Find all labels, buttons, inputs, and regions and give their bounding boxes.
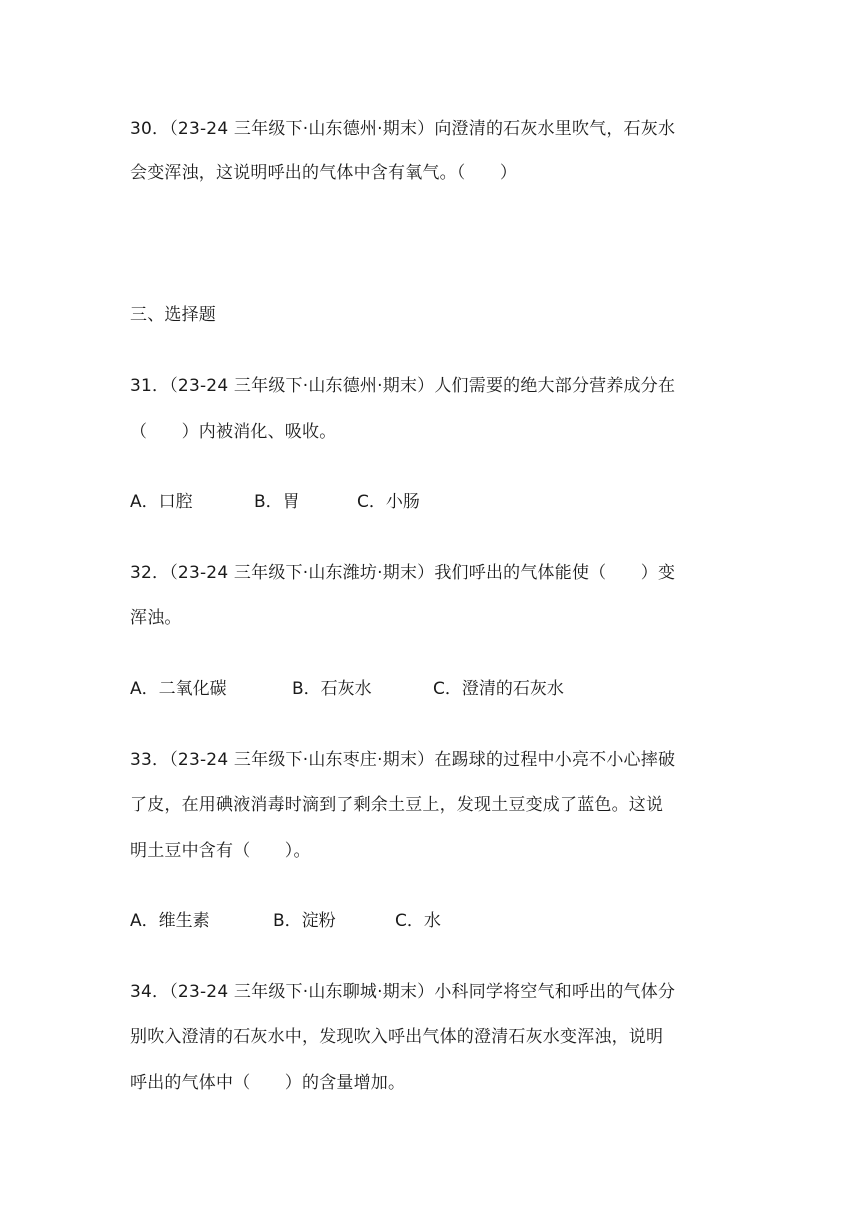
q31-option-c[interactable] (357, 492, 420, 512)
q32-line-1: 32．（23-24 三年级下·山东潍坊·期末）我们呼出的气体能使（ ）变 (130, 563, 676, 583)
q34-line-2: 别吹入澄清的石灰水中，发现吹入呼出气体的澄清石灰水变浑浊，说明 (130, 1027, 664, 1047)
q31-line-2: （ ）内被消化、吸收。 (130, 422, 337, 442)
q34-line-1: 34．（23-24 三年级下·山东聊城·期末）小科同学将空气和呼出的气体分 (130, 982, 676, 1002)
q33-option-a[interactable] (130, 911, 273, 931)
q33-option-b[interactable] (273, 911, 395, 931)
q32-option-a[interactable] (130, 679, 292, 699)
q30-line-2: 会变浑浊，这说明呼出的气体中含有氧气。（ ） (130, 163, 518, 183)
q33-line-2: 了皮，在用碘液消毒时滴到了剩余土豆上，发现土豆变成了蓝色。这说 (130, 795, 664, 815)
q31-option-a[interactable] (130, 492, 254, 512)
q31-options (130, 492, 420, 512)
q33-options (130, 911, 441, 931)
q32-option-c[interactable] (433, 679, 564, 699)
option-letter: A． (130, 911, 159, 931)
option-letter: C． (357, 492, 386, 512)
option-text: 淀粉 (301, 911, 336, 931)
option-letter: A． (130, 679, 159, 699)
q34-line-3: 呼出的气体中（ ）的含量增加。 (130, 1073, 406, 1093)
q32-options (130, 679, 564, 699)
option-text: 小肠 (385, 492, 420, 512)
q31-line-1: 31．（23-24 三年级下·山东德州·期末）人们需要的绝大部分营养成分在 (130, 376, 676, 396)
option-letter: B． (254, 492, 283, 512)
option-letter: C． (395, 911, 424, 931)
q31-option-b[interactable] (254, 492, 357, 512)
option-letter: B． (273, 911, 302, 931)
option-text: 口腔 (158, 492, 193, 512)
option-text: 石灰水 (320, 679, 372, 699)
q32-line-2: 浑浊。 (130, 608, 182, 628)
option-text: 水 (423, 911, 441, 931)
q30-line-1: 30．（23-24 三年级下·山东德州·期末）向澄清的石灰水里吹气，石灰水 (130, 119, 676, 139)
section-title: 三、选择题 (130, 305, 216, 325)
option-text: 维生素 (158, 911, 210, 931)
q33-line-1: 33．（23-24 三年级下·山东枣庄·期末）在踢球的过程中小亮不小心摔破 (130, 750, 676, 770)
option-text: 胃 (282, 492, 300, 512)
option-letter: C． (433, 679, 462, 699)
q33-line-3: 明土豆中含有（ ）。 (130, 841, 311, 861)
option-letter: A． (130, 492, 159, 512)
option-text: 澄清的石灰水 (461, 679, 564, 699)
q33-option-c[interactable] (395, 911, 441, 931)
option-letter: B． (292, 679, 321, 699)
q32-option-b[interactable] (292, 679, 433, 699)
option-text: 二氧化碳 (158, 679, 227, 699)
